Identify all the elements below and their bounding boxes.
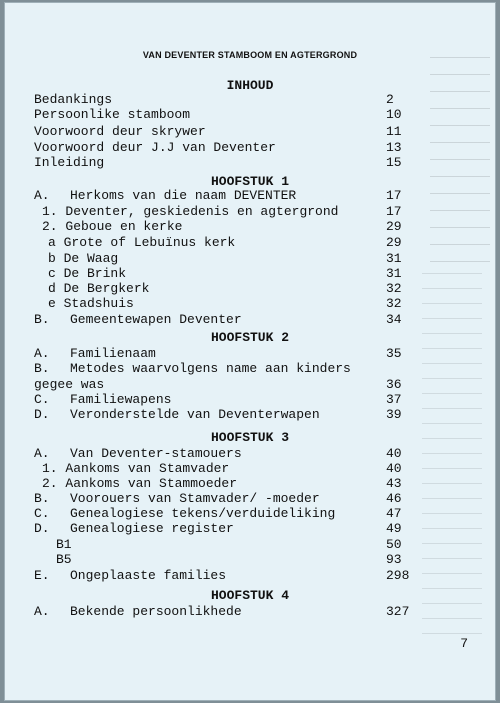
toc-entry-title: Bedankings (34, 92, 113, 107)
toc-entry-title: 1. Deventer, geskiedenis en agtergrond (42, 204, 339, 219)
toc-entry (34, 188, 444, 203)
toc-entry-title: 2. Geboue en kerke (42, 219, 183, 234)
toc-entry-title: gegee was (34, 377, 105, 392)
toc-entry (34, 92, 444, 107)
toc-entry-page: 15 (386, 155, 402, 170)
toc-entry-page: 39 (386, 407, 402, 422)
toc-entry (34, 107, 444, 122)
toc-entry (34, 251, 444, 266)
toc-entry (34, 281, 444, 296)
toc-entry-page: 32 (386, 281, 402, 296)
toc-entry (34, 604, 444, 619)
toc-entry-page: 298 (386, 568, 410, 583)
toc-entry-letter: D. (34, 407, 50, 422)
toc-entry (34, 476, 444, 491)
toc-entry (34, 140, 444, 155)
toc-entry-page: 40 (386, 446, 402, 461)
toc-entry (34, 537, 444, 552)
toc-entry-title: b De Waag (48, 251, 119, 266)
toc-entry-page: 2 (386, 92, 394, 107)
toc-entry-page: 10 (386, 107, 402, 122)
toc-entry (34, 506, 444, 521)
toc-entry-letter: A. (34, 346, 50, 361)
toc-entry-title: B5 (56, 552, 72, 567)
toc-entry (34, 491, 444, 506)
toc-entry-title: Van Deventer-stamouers (70, 446, 242, 461)
toc-entry (34, 377, 444, 392)
toc-entry-page: 17 (386, 204, 402, 219)
toc-entry-page: 93 (386, 552, 402, 567)
toc-entry-letter: A. (34, 188, 50, 203)
toc-entry (34, 155, 444, 170)
toc-entry-page: 29 (386, 235, 402, 250)
toc-entry-page: 29 (386, 219, 402, 234)
toc-entry-page: 43 (386, 476, 402, 491)
toc-entry-page: 327 (386, 604, 410, 619)
toc-entry-letter: E. (34, 568, 50, 583)
toc-entry (34, 361, 444, 376)
toc-entry (34, 461, 444, 476)
toc-entry-title: Voorwoord deur J.J van Deventer (34, 140, 276, 155)
toc-entry-page: 49 (386, 521, 402, 536)
toc-entry (34, 235, 444, 250)
toc-entry-title: B1 (56, 537, 72, 552)
toc-entry (34, 446, 444, 461)
toc-entry-title: Genealogiese register (70, 521, 234, 536)
toc-entry (34, 312, 444, 327)
toc-entry (34, 407, 444, 422)
toc-entry-letter: B. (34, 312, 50, 327)
toc-entry (34, 552, 444, 567)
toc-entry (34, 219, 444, 234)
toc-entry-title: Gemeentewapen Deventer (70, 312, 242, 327)
toc-entry-letter: A. (34, 604, 50, 619)
toc-entry-title: c De Brink (48, 266, 127, 281)
section-title: HOOFSTUK 1 (210, 174, 289, 189)
document-page (4, 2, 496, 701)
toc-entry-page: 31 (386, 266, 402, 281)
toc-entry-title: Familienaam (70, 346, 156, 361)
toc-entry-title: Metodes waarvolgens name aan kinders (70, 361, 351, 376)
toc-entry-title: Bekende persoonlikhede (70, 604, 242, 619)
toc-entry-title: Ongeplaaste families (70, 568, 227, 583)
toc-entry-title: Persoonlike stamboom (34, 107, 191, 122)
toc-entry-page: 34 (386, 312, 402, 327)
toc-entry-letter: D. (34, 521, 50, 536)
toc-entry-title: 2. Aankoms van Stammoeder (42, 476, 238, 491)
toc-entry-title: Veronderstelde van Deventerwapen (70, 407, 320, 422)
toc-entry-title: d De Bergkerk (48, 281, 150, 296)
toc-entry-letter: B. (34, 361, 50, 376)
toc-entry-letter: B. (34, 491, 50, 506)
toc-entry-title: Voorouers van Stamvader/ -moeder (70, 491, 320, 506)
toc-entry-letter: A. (34, 446, 50, 461)
toc-entry-title: Familiewapens (70, 392, 172, 407)
toc-entry (34, 266, 444, 281)
toc-entry (34, 521, 444, 536)
toc-entry-letter: C. (34, 392, 50, 407)
toc-entry (34, 124, 444, 139)
toc-entry-title: e Stadshuis (48, 296, 134, 311)
toc-entry-page: 13 (386, 140, 402, 155)
page-number: 7 (460, 636, 468, 651)
toc-entry (34, 392, 444, 407)
toc-entry (34, 346, 444, 361)
toc-entry-page: 11 (386, 124, 402, 139)
toc-entry-page: 46 (386, 491, 402, 506)
toc-entry (34, 204, 444, 219)
toc-entry-title: 1. Aankoms van Stamvader (42, 461, 230, 476)
section-title: HOOFSTUK 4 (210, 588, 289, 603)
section-title: HOOFSTUK 3 (210, 430, 289, 445)
running-header: VAN DEVENTER STAMBOOM EN AGTERGROND (142, 50, 358, 60)
toc-entry-title: Genealogiese tekens/verduideliking (70, 506, 336, 521)
toc-entry-page: 31 (386, 251, 402, 266)
toc-entry-title: Voorwoord deur skrywer (34, 124, 206, 139)
section-title: INHOUD (226, 78, 274, 93)
toc-entry (34, 568, 444, 583)
toc-entry-page: 50 (386, 537, 402, 552)
toc-entry-page: 35 (386, 346, 402, 361)
toc-entry-page: 17 (386, 188, 402, 203)
toc-entry-page: 32 (386, 296, 402, 311)
toc-entry (34, 296, 444, 311)
section-title: HOOFSTUK 2 (210, 330, 289, 345)
toc-entry-page: 40 (386, 461, 402, 476)
toc-entry-title: Herkoms van die naam DEVENTER (70, 188, 297, 203)
toc-entry-title: a Grote of Lebuïnus kerk (48, 235, 236, 250)
toc-entry-page: 36 (386, 377, 402, 392)
toc-entry-page: 37 (386, 392, 402, 407)
toc-entry-letter: C. (34, 506, 50, 521)
toc-entry-title: Inleiding (34, 155, 105, 170)
toc-entry-page: 47 (386, 506, 402, 521)
